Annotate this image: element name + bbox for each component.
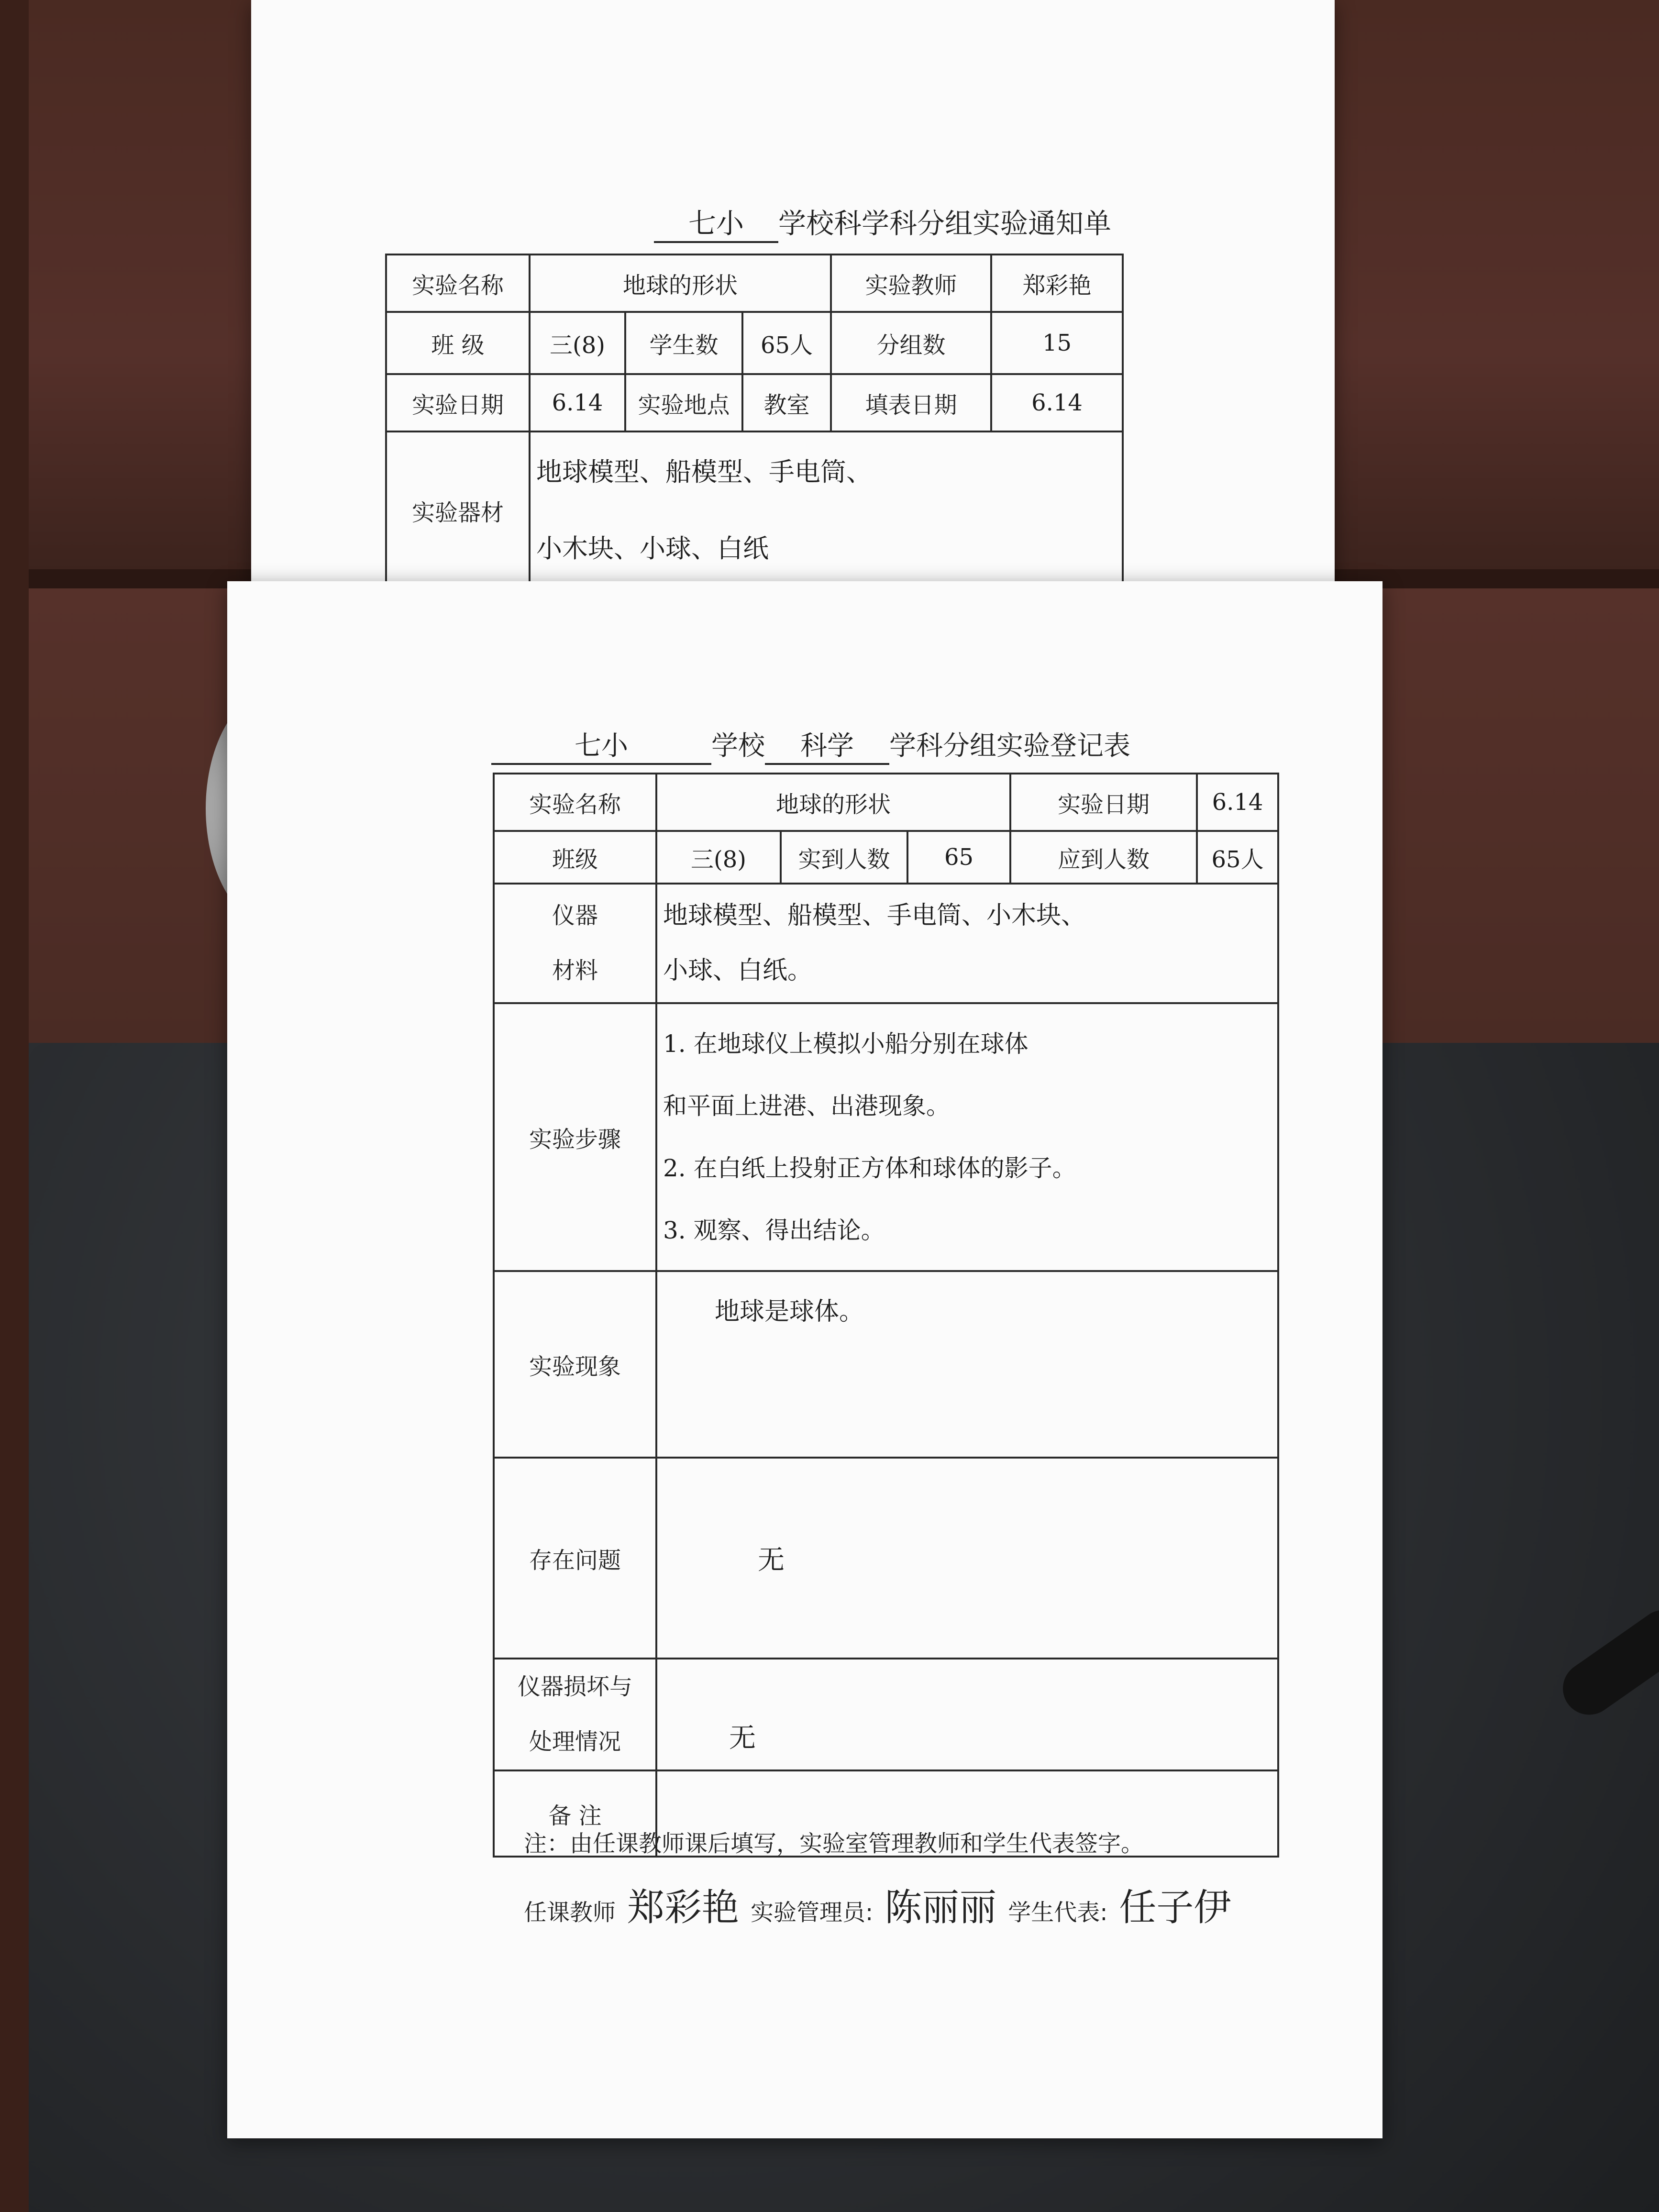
- notice-groups-value: 15: [991, 312, 1123, 374]
- notice-date-label: 实验日期: [386, 374, 530, 431]
- notice-title: [524, 201, 1241, 243]
- notice-fill-date-value: 6.14: [991, 374, 1123, 431]
- register-equipment-label-2: 材料: [552, 957, 598, 984]
- register-steps-value: [656, 1003, 1278, 1271]
- desk-edge: [0, 0, 29, 2212]
- register-equipment-line-2: 小球、白纸。: [663, 956, 813, 985]
- register-title-school: 学校: [711, 730, 765, 762]
- register-name-label: 实验名称: [494, 774, 656, 831]
- notice-equipment-label: 实验器材: [386, 431, 530, 589]
- notice-class-value: 三(8): [530, 312, 625, 374]
- register-damage-label-2: 处理情况: [529, 1728, 621, 1755]
- register-step-2: 和平面上进港、出港现象。: [663, 1092, 950, 1120]
- notice-sheet: [251, 0, 1335, 584]
- notice-name-value: 地球的形状: [530, 254, 831, 312]
- student-label: 学生代表:: [1008, 1899, 1108, 1926]
- notice-equipment-value: [530, 431, 1123, 589]
- notice-students-value: 65人: [742, 312, 831, 374]
- manager-label: 实验管理员:: [751, 1899, 874, 1926]
- register-problems-value: 无: [656, 1458, 1278, 1659]
- register-title-subject: 科学: [765, 725, 889, 765]
- register-remarks-label: 备 注: [494, 1770, 656, 1857]
- notice-place-label: 实验地点: [625, 374, 742, 431]
- notice-title-subject: 科: [833, 207, 862, 240]
- register-actual-value: 65: [907, 831, 1010, 884]
- notice-title-school-name: 七小: [654, 201, 778, 243]
- notice-place-value: 教室: [742, 374, 831, 431]
- register-step-1: 1. 在地球仪上模拟小船分别在球体: [663, 1030, 1029, 1058]
- register-equipment-label: [494, 884, 656, 1003]
- notice-table: [385, 254, 1124, 590]
- register-title-suffix: 学科分组实验登记表: [889, 730, 1130, 762]
- notice-date-value: 6.14: [530, 374, 625, 431]
- register-equipment-line-1: 地球模型、船模型、手电筒、小木块、: [663, 901, 1086, 930]
- register-step-3: 2. 在白纸上投射正方体和球体的影子。: [663, 1154, 1076, 1182]
- notice-title-school: 学校: [778, 207, 834, 240]
- register-steps-label: 实验步骤: [494, 1003, 656, 1271]
- teacher-label: 任课教师: [524, 1899, 616, 1926]
- register-equipment-value: [656, 884, 1278, 1003]
- register-damage-label: [494, 1659, 656, 1770]
- register-name-value: 地球的形状: [656, 774, 1010, 831]
- student-signature: 任子伊: [1119, 1886, 1231, 1929]
- register-problems-label: 存在问题: [494, 1458, 656, 1659]
- register-actual-label: 实到人数: [781, 831, 907, 884]
- register-title-school-name: 七小: [491, 725, 711, 765]
- register-phenomenon-value: 地球是球体。: [656, 1271, 1278, 1458]
- register-damage-label-1: 仪器损坏与: [517, 1673, 632, 1700]
- teacher-signature: 郑彩艳: [627, 1886, 740, 1929]
- notice-title-suffix: 学科分组实验通知单: [862, 207, 1112, 240]
- notice-equipment-line-1: 地球模型、船模型、手电筒、: [536, 457, 872, 487]
- register-table: [493, 773, 1279, 1858]
- register-expected-value: 65人: [1197, 831, 1278, 884]
- register-title: [332, 725, 1289, 765]
- notice-fill-date-label: 填表日期: [831, 374, 991, 431]
- register-step-4: 3. 观察、得出结论。: [663, 1217, 885, 1244]
- manager-signature: 陈丽丽: [885, 1886, 997, 1929]
- notice-teacher-label: 实验教师: [831, 254, 991, 312]
- notice-teacher-value: 郑彩艳: [991, 254, 1123, 312]
- notice-class-label: 班 级: [386, 312, 530, 374]
- notice-name-label: 实验名称: [386, 254, 530, 312]
- register-equipment-label-1: 仪器: [552, 902, 598, 929]
- register-class-value: 三(8): [656, 831, 781, 884]
- register-note: 注：由任课教师课后填写，实验室管理教师和学生代表签字。: [524, 1830, 1144, 1857]
- register-sheet: [227, 581, 1382, 2138]
- register-phenomenon-label: 实验现象: [494, 1271, 656, 1458]
- notice-groups-label: 分组数: [831, 312, 991, 374]
- register-class-label: 班级: [494, 831, 656, 884]
- register-date-label: 实验日期: [1010, 774, 1197, 831]
- signature-row: [524, 1878, 1433, 1931]
- notice-equipment-line-2: 小木块、小球、白纸: [536, 533, 769, 564]
- notice-students-label: 学生数: [625, 312, 742, 374]
- register-damage-value: 无: [656, 1659, 1278, 1770]
- register-date-value: 6.14: [1197, 774, 1278, 831]
- register-expected-label: 应到人数: [1010, 831, 1197, 884]
